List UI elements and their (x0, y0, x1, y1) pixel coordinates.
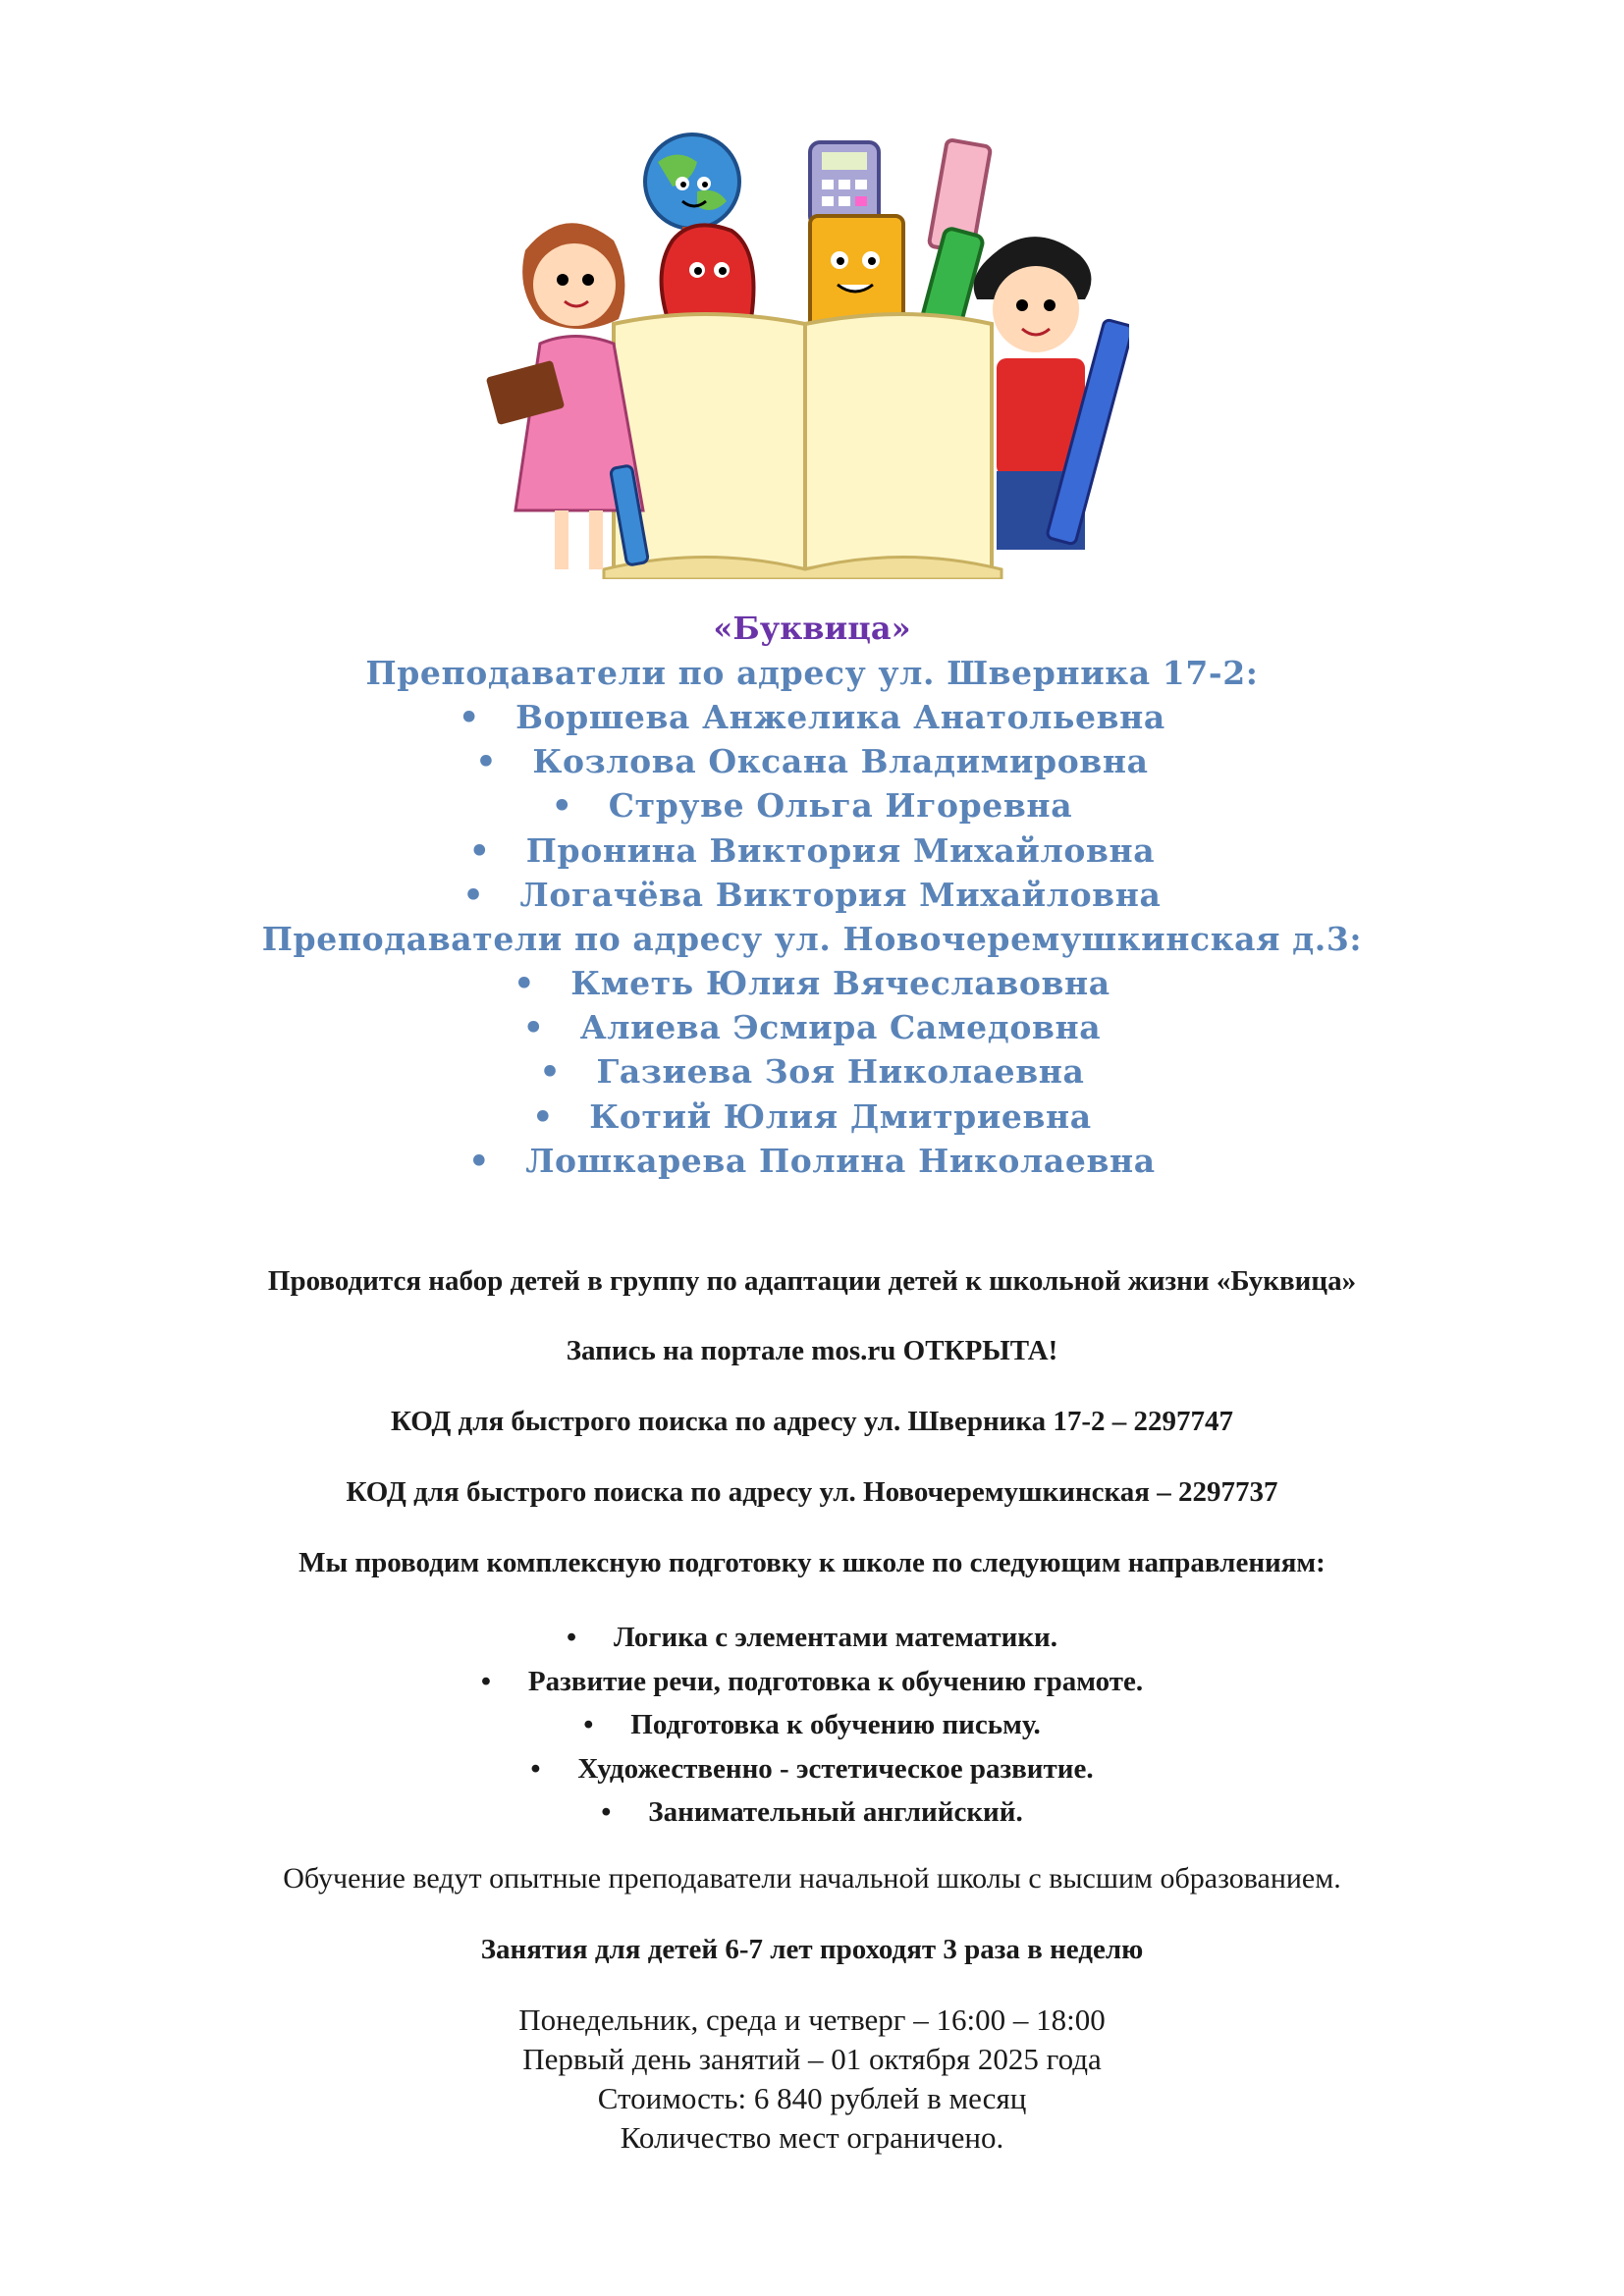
price-line: Стоимость: 6 840 рублей в месяц (597, 2081, 1027, 2115)
schedule-heading: Занятия для детей 6-7 лет проходят 3 раза в неделю (480, 1934, 1144, 1965)
list-item (0, 739, 1624, 783)
teacher-name: Козлова Оксана Владимировна (532, 742, 1149, 781)
bullet-icon: • (601, 1796, 612, 1828)
club-title: «Буквица» (713, 610, 911, 647)
search-code-1: КОД для быстрого поиска по адресу ул. Шверника 17-2 – 2297747 (390, 1406, 1234, 1437)
address-2-teacher-list (0, 961, 1624, 1183)
direction-item: Художественно - эстетическое развитие. (577, 1752, 1094, 1785)
address-1-heading: Преподаватели по адресу ул. Шверника 17-2: (365, 654, 1259, 692)
backpack-icon (662, 225, 754, 319)
bullet-icon: • (514, 963, 535, 1002)
teacher-name: Алиева Эсмира Самедовна (579, 1008, 1102, 1047)
teacher-name: Струве Ольга Игоревна (608, 786, 1073, 826)
list-item (0, 1005, 1624, 1049)
list-item (0, 783, 1624, 828)
search-code-2: КОД для быстрого поиска по адресу ул. Новочеремушкинская – 2297737 (346, 1476, 1278, 1508)
list-item (0, 828, 1624, 873)
registration-text: Запись на портале mos.ru ОТКРЫТА! (566, 1335, 1058, 1366)
calculator-icon (810, 142, 879, 226)
list-item (0, 873, 1624, 917)
direction-item: Логика с элементами математики. (613, 1622, 1058, 1653)
teacher-name: Воршева Анжелика Анатольевна (515, 698, 1165, 736)
teacher-name: Кметь Юлия Вячеславовна (570, 963, 1110, 1002)
teachers-note: Обучение ведут опытные преподаватели начальной школы с высшим образованием. (283, 1862, 1341, 1895)
bullet-icon: • (566, 1622, 577, 1653)
bullet-icon: • (539, 1052, 562, 1092)
list-item (0, 1139, 1624, 1183)
bullet-icon: • (532, 1096, 554, 1136)
teachers-section (0, 607, 1624, 1183)
direction-item: Развитие речи, подготовка к обучению грамоте. (527, 1665, 1144, 1697)
teacher-name: Лошкарева Полина Николаевна (525, 1141, 1156, 1180)
bullet-icon: • (583, 1709, 594, 1740)
details-block (0, 2001, 1624, 2158)
list-item (0, 1095, 1624, 1139)
list-item (0, 961, 1624, 1005)
bullet-icon: • (480, 1665, 492, 1697)
school-kids-illustration (486, 123, 1129, 579)
bullet-icon: • (475, 742, 498, 781)
bullet-icon: • (459, 698, 480, 736)
bullet-icon: • (468, 1141, 490, 1180)
teacher-name: Газиева Зоя Николаевна (596, 1052, 1085, 1092)
address-1-teacher-list (0, 695, 1624, 917)
list-item (0, 1747, 1624, 1791)
list-item (0, 1616, 1624, 1660)
list-item (0, 1049, 1624, 1094)
globe-icon (645, 134, 739, 240)
list-item (0, 1660, 1624, 1704)
bullet-icon: • (462, 875, 485, 914)
bullet-icon: • (468, 830, 491, 870)
address-2-heading: Преподаватели по адресу ул. Новочеремушкинская д.3: (261, 919, 1363, 958)
teacher-name: Логачёва Виктория Михайловна (519, 875, 1162, 914)
teacher-name: Котий Юлия Дмитриевна (589, 1096, 1092, 1136)
start-date-line: Первый день занятий – 01 октября 2025 года (522, 2042, 1102, 2076)
open-book-icon (604, 314, 1001, 579)
direction-item: Занимательный английский. (648, 1796, 1023, 1828)
list-item (0, 1703, 1624, 1747)
teacher-name: Пронина Виктория Михайловна (525, 830, 1156, 870)
directions-list (0, 1616, 1624, 1835)
recruitment-text: Проводится набор детей в группу по адаптации детей к школьной жизни «Буквица» (267, 1265, 1357, 1297)
limited-places-line: Количество мест ограничено. (620, 2120, 1004, 2155)
directions-intro: Мы проводим комплексную подготовку к школе по следующим направлениям: (298, 1547, 1326, 1578)
list-item (0, 1790, 1624, 1835)
direction-item: Подготовка к обучению письму. (630, 1709, 1041, 1740)
schedule-line: Понедельник, среда и четверг – 16:00 – 18:00 (518, 2002, 1106, 2037)
bullet-icon: • (551, 786, 573, 826)
list-item (0, 695, 1624, 739)
bullet-icon: • (530, 1752, 541, 1785)
bullet-icon: • (522, 1008, 545, 1047)
